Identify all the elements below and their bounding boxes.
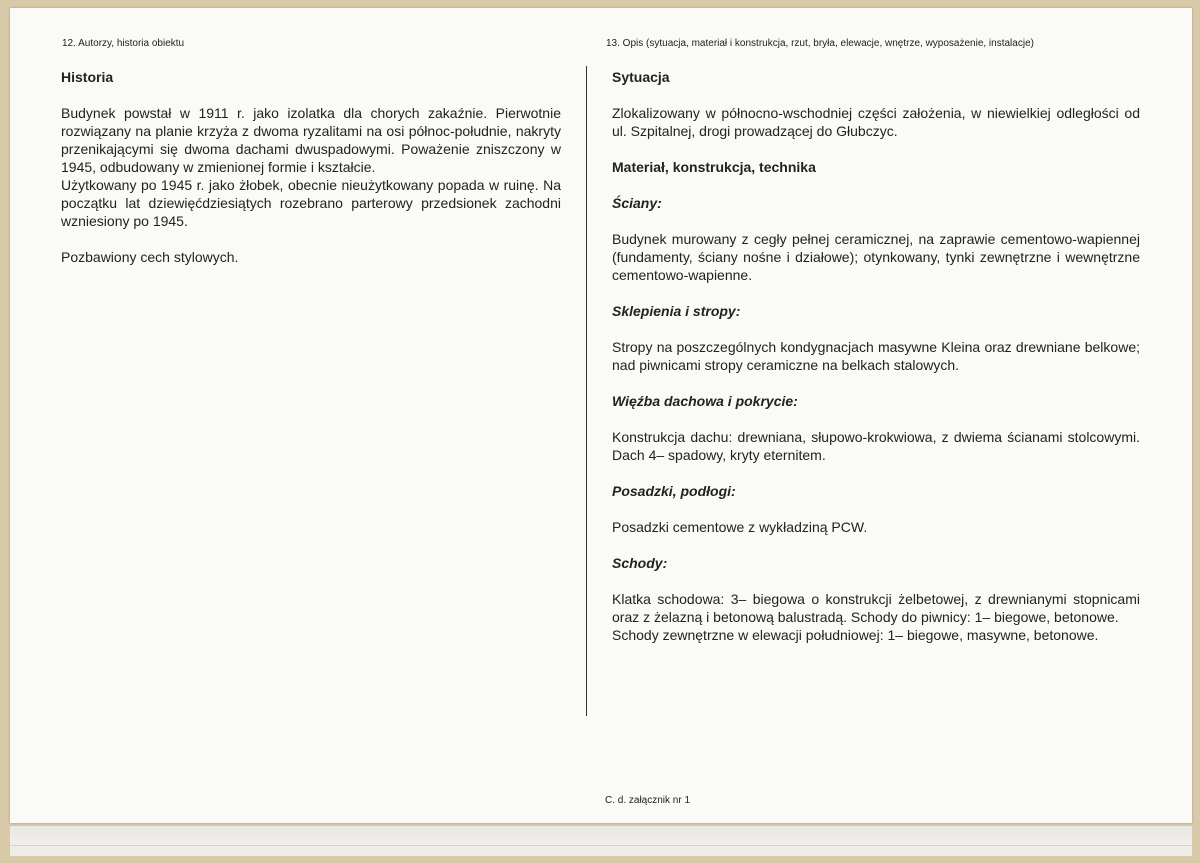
historia-heading: Historia <box>61 69 114 85</box>
right-column <box>612 68 1140 644</box>
sytuacja-heading: Sytuacja <box>612 69 670 85</box>
right-section-header: 13. Opis (sytuacja, materiał i konstrukcja, rzut, bryła, elewacje, wnętrze, wyposażenie, instalacje) <box>606 38 1034 49</box>
sciany-text: Budynek murowany z cegły pełnej ceramicznej, na zaprawie cementowo-wapiennej (fundamenty, ściany nośne i działowe); otynkowany, tynki zewnętrzne i wewnętrzne cementowo-wapienne. <box>612 231 1140 283</box>
material-heading: Materiał, konstrukcja, technika <box>612 159 816 175</box>
schody-heading: Schody: <box>612 555 668 571</box>
posadzki-heading: Posadzki, podłogi: <box>612 483 736 499</box>
page-footer: C. d. załącznik nr 1 <box>605 795 691 806</box>
schody-text-2: Schody zewnętrzne w elewacji południowej: 1– biegowe, masywne, betonowe. <box>612 627 1099 643</box>
column-divider <box>586 66 587 716</box>
schody-text-1: Klatka schodowa: 3– biegowa o konstrukcji żelbetowej, z drewnianymi stopnicami oraz z żelazną i betonową balustradą. Schody do piwnicy: 1– biegowe, betonowe. <box>612 591 1140 625</box>
sklepienia-text: Stropy na poszczególnych kondygnacjach masywne Kleina oraz drewniane belkowe; nad piwnicami stropy ceramiczne na belkach stalowych. <box>612 339 1140 373</box>
historia-paragraph-1: Budynek powstał w 1911 r. jako izolatka dla chorych zakaźnie. Pierwotnie rozwiązany na planie krzyża z dwoma ryzalitami na osi północ-południe, nakryty przenikającymi się dwoma dachami dwuspadowymi. Poważenie zniszczony w 1945, odbudowany w zmienionej formie i kształcie. <box>61 105 561 175</box>
posadzki-text: Posadzki cementowe z wykładziną PCW. <box>612 519 868 535</box>
page-edge-lower <box>10 845 1192 856</box>
sklepienia-heading: Sklepienia i stropy: <box>612 303 741 319</box>
left-column <box>61 68 561 284</box>
wiezba-text: Konstrukcja dachu: drewniana, słupowo-krokwiowa, z dwiema ścianami stolcowymi. Dach 4– spadowy, kryty eternitem. <box>612 429 1140 463</box>
sciany-heading: Ściany: <box>612 195 662 211</box>
left-section-header: 12. Autorzy, historia obiektu <box>62 38 185 49</box>
historia-paragraph-2: Użytkowany po 1945 r. jako żłobek, obecnie nieużytkowany popada w ruinę. Na początku lat dziewięćdziesiątych rozebrano parterowy przedsionek zachodni wzniesiony po 1945. <box>61 177 561 229</box>
wiezba-heading: Więźba dachowa i pokrycie: <box>612 393 798 409</box>
historia-paragraph-3: Pozbawiony cech stylowych. <box>61 249 239 265</box>
sytuacja-text: Zlokalizowany w północno-wschodniej części założenia, w niewielkiej odległości od ul. Szpitalnej, drogi prowadzącej do Głubczyc. <box>612 105 1140 139</box>
